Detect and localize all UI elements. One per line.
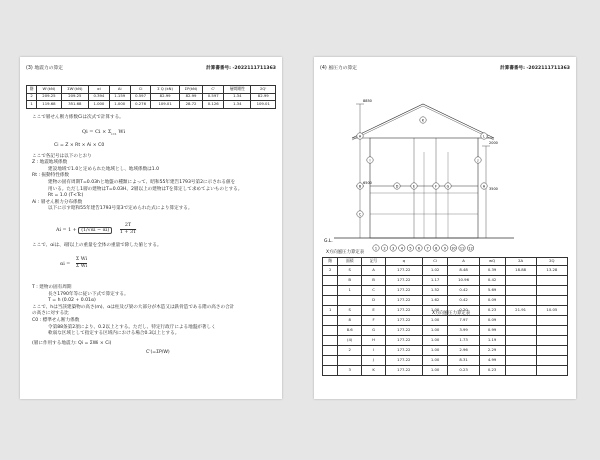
wind-cell xyxy=(323,325,338,335)
wind-cell xyxy=(338,355,362,365)
wind-cell: 1.00 xyxy=(422,355,448,365)
table2-caption: X方向風圧力算定表 xyxy=(432,311,471,316)
seismic-cell: 1.34 xyxy=(224,101,251,109)
right-page xyxy=(314,57,576,399)
left-text-d: T : 建物の固有周期 長さ1790年等に従い下式で算定する。 T = h (0.02 + 0.01α) ここで、hは当該建築物の高さ(m)、αは柱及び梁の大部分が木造又は鉄骨造である階の高さの合計 の高さに対する比 C0 : 標準せん断力係数 令第88条第2項により、0.2以上とする。ただし、特定行政庁による地盤が著しく 軟弱な区域として指定する区域内における場合0.3以上とする。 (層に作用する地震力: Qi = ΣWi × Ci) C'(=ΣP/W) xyxy=(32,285,235,356)
wind-header-cell: 面積 xyxy=(338,258,362,266)
wind-cell: 8.48 xyxy=(448,265,479,275)
wind-cell: 1.00 xyxy=(422,345,448,355)
left-text-b: Ci = Z × Rt × Ai × C0 ここで各記号は以下のとおり Z : 地震地域係数 建設地域で1.0と定められた地域とし、地域係数は1.0 Rt : 振動特性係数 建物の固有周期T=0.03hと地盤の種類によって、昭和55年建告1793号第2に示される値を 用いる。ただし1層の建物はT=0.03H、2層以上の建物はTを算定して求めてよいものとする。 Rt = 1.0 (T<Tc) Ai : 層せん断力分布係数 以下に示す昭和55年建告1793号第3で定められた式により算定する。 xyxy=(32,143,243,212)
seismic-row xyxy=(27,101,276,109)
seismic-cell: 0.394 xyxy=(89,93,110,101)
wind-cell xyxy=(536,325,567,335)
wind-cell: 177.22 xyxy=(385,295,422,305)
wind-cell: 1.00 xyxy=(422,315,448,325)
wind-cell xyxy=(323,365,338,375)
wind-cell: 177.22 xyxy=(385,305,422,315)
wind-cell: A xyxy=(362,265,386,275)
seismic-cell: 351.68 xyxy=(61,101,88,109)
seismic-header-cell: ΣP(kN) xyxy=(179,86,203,94)
wind-cell: 0.20 xyxy=(448,305,479,315)
wind-cell xyxy=(505,355,536,365)
wind-cell: 0.23 xyxy=(479,365,505,375)
text-line: ここで層せん断力係数Ciは次式で計算する。 xyxy=(32,115,124,120)
seismic-cell: 109.01 xyxy=(151,101,179,109)
wind-cell: 0.09 xyxy=(479,315,505,325)
seismic-cell: 109.01 xyxy=(251,101,276,109)
ground-node-marker-label: 12 xyxy=(468,246,473,251)
wind-cell: 18.88 xyxy=(505,265,536,275)
wind-cell: (4) xyxy=(338,335,362,345)
wind-cell: 21.91 xyxy=(505,305,536,315)
wind-cell: B xyxy=(362,275,386,285)
ground-node-marker-label: 3 xyxy=(392,246,395,251)
wind-row xyxy=(323,265,568,275)
wind-cell: 177.22 xyxy=(385,265,422,275)
wind-cell: 0.23 xyxy=(479,305,505,315)
wind-cell: S xyxy=(338,265,362,275)
wind-cell: 1.52 xyxy=(422,285,448,295)
wind-cell xyxy=(536,365,567,375)
wind-cell: F xyxy=(362,315,386,325)
wind-cell: 1.19 xyxy=(479,335,505,345)
height-label-3: 2000 xyxy=(489,141,498,145)
height-label-4: 3500 xyxy=(489,187,498,191)
seismic-cell: 2 xyxy=(27,93,37,101)
seismic-header-cell: Σ Q (kN) xyxy=(151,86,179,94)
wind-cell: 1.62 xyxy=(422,295,448,305)
seismic-cell: 28.72 xyxy=(179,101,203,109)
seismic-cell: 82.99 xyxy=(179,93,203,101)
wind-cell xyxy=(505,345,536,355)
wind-cell: 177.22 xyxy=(385,345,422,355)
wind-cell xyxy=(505,335,536,345)
wind-header-cell: q xyxy=(385,258,422,266)
wind-cell: 7.97 xyxy=(448,315,479,325)
wind-cell: 1.02 xyxy=(422,265,448,275)
seismic-header-cell: 層間剛性 xyxy=(224,86,251,94)
wind-cell xyxy=(323,355,338,365)
seismic-cell: 1.000 xyxy=(109,101,130,109)
elevation-marker-label: K xyxy=(421,118,425,123)
seismic-cell: 82.99 xyxy=(151,93,179,101)
wind-cell: 0.23 xyxy=(448,365,479,375)
elevation-marker-label: G xyxy=(446,184,450,189)
ground-node-marker-label: 6 xyxy=(417,246,421,251)
wind-cell xyxy=(323,315,338,325)
wind-cell: 5.69 xyxy=(479,285,505,295)
wind-cell: 1.00 xyxy=(422,365,448,375)
formula-alpha: αi = $\frac{\text{Σ Wi}}{\text{Σ Wi}}$ xyxy=(60,257,88,269)
wind-row xyxy=(323,305,568,315)
wind-row xyxy=(323,315,568,325)
ground-node-marker-label: 7 xyxy=(426,246,429,251)
elevation-drawing xyxy=(314,82,576,257)
wind-cell xyxy=(323,335,338,345)
ground-label: G.L. xyxy=(324,239,333,244)
height-label-1: 8850 xyxy=(363,99,372,103)
ground-node-marker-label: 10 xyxy=(451,246,456,251)
wind-pressure-table xyxy=(322,257,568,376)
elevation-marker-label: I xyxy=(369,158,371,163)
ground-node-marker-label: 2 xyxy=(383,246,386,251)
wind-cell xyxy=(536,285,567,295)
wind-cell xyxy=(338,295,362,305)
wind-cell: 1.00 xyxy=(422,335,448,345)
wind-cell xyxy=(505,295,536,305)
wind-cell: 8.31 xyxy=(448,355,479,365)
wind-cell: 0.99 xyxy=(479,325,505,335)
seismic-row xyxy=(27,93,276,101)
seismic-table xyxy=(26,85,276,109)
wind-cell xyxy=(536,355,567,365)
wind-cell: 2 xyxy=(323,265,338,275)
elevation-marker-label: L xyxy=(483,134,485,139)
wind-cell xyxy=(323,345,338,355)
seismic-cell: 0.597 xyxy=(130,93,151,101)
wind-row xyxy=(323,285,568,295)
wind-cell xyxy=(536,295,567,305)
wind-cell xyxy=(536,315,567,325)
seismic-cell: 1.34 xyxy=(224,93,251,101)
wind-cell: 177.22 xyxy=(385,285,422,295)
height-label-2: 6500 xyxy=(363,181,372,185)
wind-cell xyxy=(505,365,536,375)
wind-cell: 8.6 xyxy=(338,325,362,335)
wind-cell: 0.42 xyxy=(479,275,505,285)
wind-cell xyxy=(536,275,567,285)
wind-cell: 177.22 xyxy=(385,335,422,345)
wind-cell: 177.22 xyxy=(385,315,422,325)
wind-cell xyxy=(505,325,536,335)
seismic-cell: 0.597 xyxy=(203,93,224,101)
elevation-marker-label: H xyxy=(482,184,486,189)
wind-cell: 1.00 xyxy=(422,305,448,315)
wind-row xyxy=(323,345,568,355)
ground-node-marker-label: 11 xyxy=(459,246,465,251)
seismic-header-cell: C' xyxy=(203,86,224,94)
ground-node-marker-label: 4 xyxy=(400,246,403,251)
wind-cell: 8 xyxy=(338,315,362,325)
wind-cell: 1.17 xyxy=(422,275,448,285)
wind-cell: 13.28 xyxy=(536,265,567,275)
wind-cell xyxy=(505,275,536,285)
wind-cell xyxy=(505,285,536,295)
left-text-c: ここで、αiは、i層以上の重量を全体の重量で除した値とする。 xyxy=(32,243,162,248)
wind-cell: 3 xyxy=(338,365,362,375)
right-header xyxy=(320,66,570,72)
wind-cell: 0.39 xyxy=(479,265,505,275)
wind-cell: 1.00 xyxy=(422,325,448,335)
wind-cell: 0.42 xyxy=(448,285,479,295)
left-text-a xyxy=(26,115,276,122)
wind-cell: 177.22 xyxy=(385,325,422,335)
wind-cell xyxy=(323,295,338,305)
wind-cell: 177.22 xyxy=(385,355,422,365)
formula-qi: $Qi = Ci \times \Sigma_{i=1}$ Wi xyxy=(82,129,126,136)
wind-cell xyxy=(536,345,567,355)
wind-cell: K xyxy=(362,365,386,375)
wind-cell: 177.22 xyxy=(385,365,422,375)
wind-cell: 0.42 xyxy=(448,295,479,305)
wind-cell: S xyxy=(338,305,362,315)
wind-row xyxy=(323,325,568,335)
wind-header-cell: ΣQ xyxy=(536,258,567,266)
wind-cell: 2.29 xyxy=(479,345,505,355)
seismic-cell: 0.126 xyxy=(203,101,224,109)
wind-cell xyxy=(323,285,338,295)
left-calc-no: 計算書番号: -2022111711363 xyxy=(206,66,276,71)
left-header xyxy=(26,66,276,72)
wind-cell: 2.96 xyxy=(448,345,479,355)
seismic-header-cell: ΣW'(kN) xyxy=(61,86,88,94)
wind-cell xyxy=(505,315,536,325)
elevation-marker-label: B xyxy=(358,184,362,189)
wind-cell: 4.99 xyxy=(479,355,505,365)
seismic-cell: 209.25 xyxy=(61,93,88,101)
ground-node-marker-label: 8 xyxy=(435,246,438,251)
wind-row xyxy=(323,275,568,285)
wind-cell: D xyxy=(362,295,386,305)
wind-header-cell: ΣA xyxy=(505,258,536,266)
wind-row xyxy=(323,365,568,375)
wind-header-cell: A xyxy=(448,258,479,266)
wind-header-cell: 階 xyxy=(323,258,338,266)
seismic-cell: 1.000 xyxy=(89,101,110,109)
seismic-header-cell: αi xyxy=(89,86,110,94)
seismic-header-cell: Ci xyxy=(130,86,151,94)
elevation-marker-label: J xyxy=(477,158,479,163)
left-title: (3) 地震力の算定 xyxy=(26,66,64,71)
seismic-cell: 1 xyxy=(27,101,37,109)
seismic-cell: 209.25 xyxy=(37,93,61,101)
elevation-marker-label: F xyxy=(435,184,437,189)
seismic-header-cell: W'(kN) xyxy=(37,86,61,94)
ground-node-marker-label: 1 xyxy=(374,246,378,251)
wind-row xyxy=(323,295,568,305)
wind-cell: 3.99 xyxy=(448,325,479,335)
wind-header-cell: wQ xyxy=(479,258,505,266)
wind-cell: 1.73 xyxy=(448,335,479,345)
seismic-header-cell: 階 xyxy=(27,86,37,94)
wind-cell: 10.96 xyxy=(448,275,479,285)
wind-header-cell: 記号 xyxy=(362,258,386,266)
wind-cell: H xyxy=(362,335,386,345)
wind-cell: 0.09 xyxy=(479,295,505,305)
ground-node-marker-label: 9 xyxy=(443,246,446,251)
wind-cell: 10.05 xyxy=(536,305,567,315)
elevation-markers xyxy=(357,117,487,251)
wind-cell: B xyxy=(338,275,362,285)
seismic-cell: 1.159 xyxy=(109,93,130,101)
wind-cell: I xyxy=(362,345,386,355)
elevation-marker-label: E xyxy=(412,184,416,189)
right-title: (4) 風圧力の算定 xyxy=(320,66,358,71)
right-calc-no: 計算書番号: -2022111711363 xyxy=(500,66,570,71)
wind-cell: E xyxy=(362,305,386,315)
wind-row xyxy=(323,355,568,365)
wind-cell: 2 xyxy=(338,345,362,355)
table1-caption: X方向風圧力算定表 xyxy=(326,250,365,255)
seismic-header-cell: Ai xyxy=(109,86,130,94)
wind-header-cell: Ci xyxy=(422,258,448,266)
elevation-marker-label: A xyxy=(358,134,362,139)
wind-cell: C xyxy=(362,285,386,295)
wind-row xyxy=(323,335,568,345)
wind-cell xyxy=(536,335,567,345)
wind-cell: 177.22 xyxy=(385,275,422,285)
wind-cell: 1 xyxy=(323,305,338,315)
seismic-cell: 82.99 xyxy=(251,93,276,101)
seismic-header-cell: ΣQ' xyxy=(251,86,276,94)
elevation-marker-label: C xyxy=(358,212,362,217)
wind-cell: 1 xyxy=(338,285,362,295)
seismic-cell: 119.68 xyxy=(37,101,61,109)
formula-ai: Ai = 1 + (1/√αi − αi) $\frac{2T}{1 + 3T}$ xyxy=(56,223,137,235)
wind-cell: G xyxy=(362,325,386,335)
wind-cell: J xyxy=(362,355,386,365)
left-page xyxy=(20,57,282,399)
wind-cell xyxy=(323,275,338,285)
seismic-cell: 0.276 xyxy=(130,101,151,109)
elevation-marker-label: D xyxy=(395,184,399,189)
ground-node-marker-label: 5 xyxy=(409,246,412,251)
